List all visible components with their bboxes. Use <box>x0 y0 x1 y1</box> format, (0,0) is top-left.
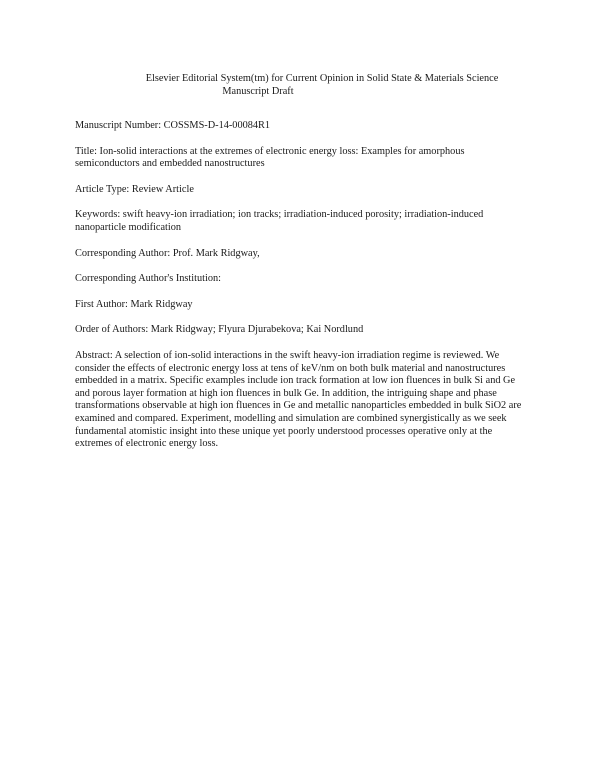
manuscript-title: Title: Ion-solid interactions at the extremes of electronic energy loss: Examples for amorphous semiconductors and embedded nanostructures <box>75 145 465 170</box>
corresponding-institution: Corresponding Author's Institution: <box>75 273 222 285</box>
keywords: Keywords: swift heavy-ion irradiation; ion tracks; irradiation-induced porosity; irradiation-induced nanoparticle modification <box>75 209 484 233</box>
first-author: First Author: Mark Ridgway <box>75 298 193 310</box>
document-header <box>0 72 600 98</box>
manuscript-number: Manuscript Number: COSSMS-D-14-00084R1 <box>75 120 271 131</box>
article-type: Article Type: Review Article <box>75 183 194 195</box>
header-system-line: Elsevier Editorial System(tm) for Current Opinion in Solid State & Materials Science <box>145 73 499 84</box>
order-of-authors: Order of Authors: Mark Ridgway; Flyura Djurabekova; Kai Nordlund <box>75 324 364 336</box>
manuscript-fields <box>75 120 530 464</box>
header-draft-line: Manuscript Draft <box>222 86 294 97</box>
corresponding-author: Corresponding Author: Prof. Mark Ridgway, <box>75 247 260 259</box>
abstract: Abstract: A selection of ion-solid interactions in the swift heavy-ion irradiation regime is reviewed. We consider the effects of electronic energy loss at tens of keV/nm on both bulk material and nanostructures embedded in a matrix. Specific examples include ion track formation at low ion fluences in bulk Si and Ge and porous layer formation at high ion fluences in bulk Ge. In addition, the intriguing shape and phase transformations observable at high ion fluences in Ge and metallic nanoparticles embedded in bulk SiO2 are examined and compared. Experiment, modelling and simulation are combined synergistically as we seek fundamental atomistic insight into these unique yet poorly understood processes operative only at the extremes of electronic energy loss. <box>75 349 522 450</box>
